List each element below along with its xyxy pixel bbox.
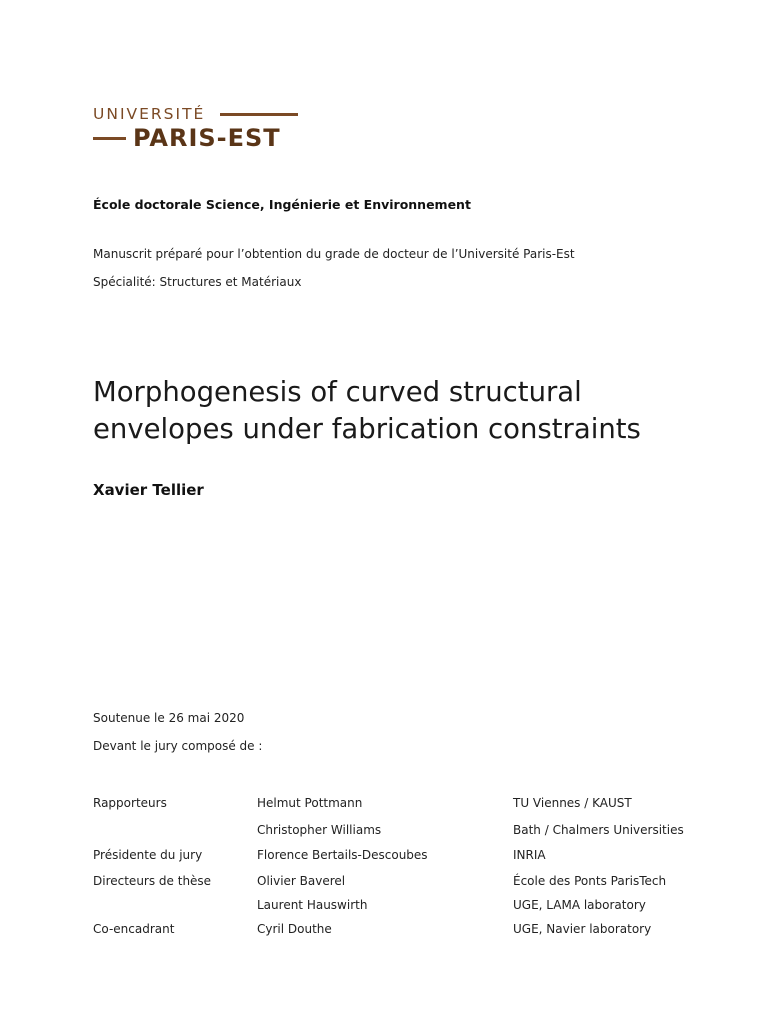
jury-role: Directeurs de thèse: [93, 874, 212, 888]
jury-role: Co-encadrant: [93, 922, 175, 936]
author-name: Xavier Tellier: [93, 481, 204, 499]
jury-row: [0, 922, 768, 938]
jury-institution: Bath / Chalmers Universities: [513, 823, 684, 837]
jury-institution: INRIA: [513, 848, 546, 862]
thesis-title: [93, 374, 641, 448]
jury-member-name: Christopher Williams: [257, 823, 382, 837]
thesis-title-line-2: envelopes under fabrication constraints: [93, 413, 641, 445]
defense-date: Soutenue le 26 mai 2020: [93, 711, 245, 725]
jury-member-name: Cyril Douthe: [257, 922, 332, 936]
jury-member-name: Helmut Pottmann: [257, 796, 363, 810]
jury-institution: École des Ponts ParisTech: [513, 874, 667, 888]
jury-member-name: Olivier Baverel: [257, 874, 346, 888]
jury-institution: UGE, LAMA laboratory: [513, 898, 646, 912]
doctoral-school: École doctorale Science, Ingénierie et Environnement: [93, 197, 471, 212]
jury-row: [0, 796, 768, 812]
logo-text-paris-est: PARIS-EST: [133, 124, 281, 152]
jury-row: [0, 848, 768, 864]
jury-institution: TU Viennes / KAUST: [513, 796, 632, 810]
logo-rule-bottom: [93, 137, 126, 140]
university-logo: [93, 104, 299, 154]
jury-member-name: Florence Bertails-Descoubes: [257, 848, 428, 862]
logo-text-universite: UNIVERSITÉ: [93, 105, 206, 123]
jury-intro: Devant le jury composé de :: [93, 739, 263, 753]
jury-row: [0, 823, 768, 839]
manuscript-statement: Manuscrit préparé pour l’obtention du grade de docteur de l’Université Paris-Est: [93, 247, 575, 261]
jury-member-name: Laurent Hauswirth: [257, 898, 368, 912]
jury-role: Rapporteurs: [93, 796, 167, 810]
logo-rule-top: [220, 113, 298, 116]
jury-row: [0, 874, 768, 890]
jury-row: [0, 898, 768, 914]
speciality: Spécialité: Structures et Matériaux: [93, 275, 302, 289]
jury-role: Présidente du jury: [93, 848, 203, 862]
thesis-title-line-1: Morphogenesis of curved structural: [93, 376, 582, 408]
jury-institution: UGE, Navier laboratory: [513, 922, 652, 936]
